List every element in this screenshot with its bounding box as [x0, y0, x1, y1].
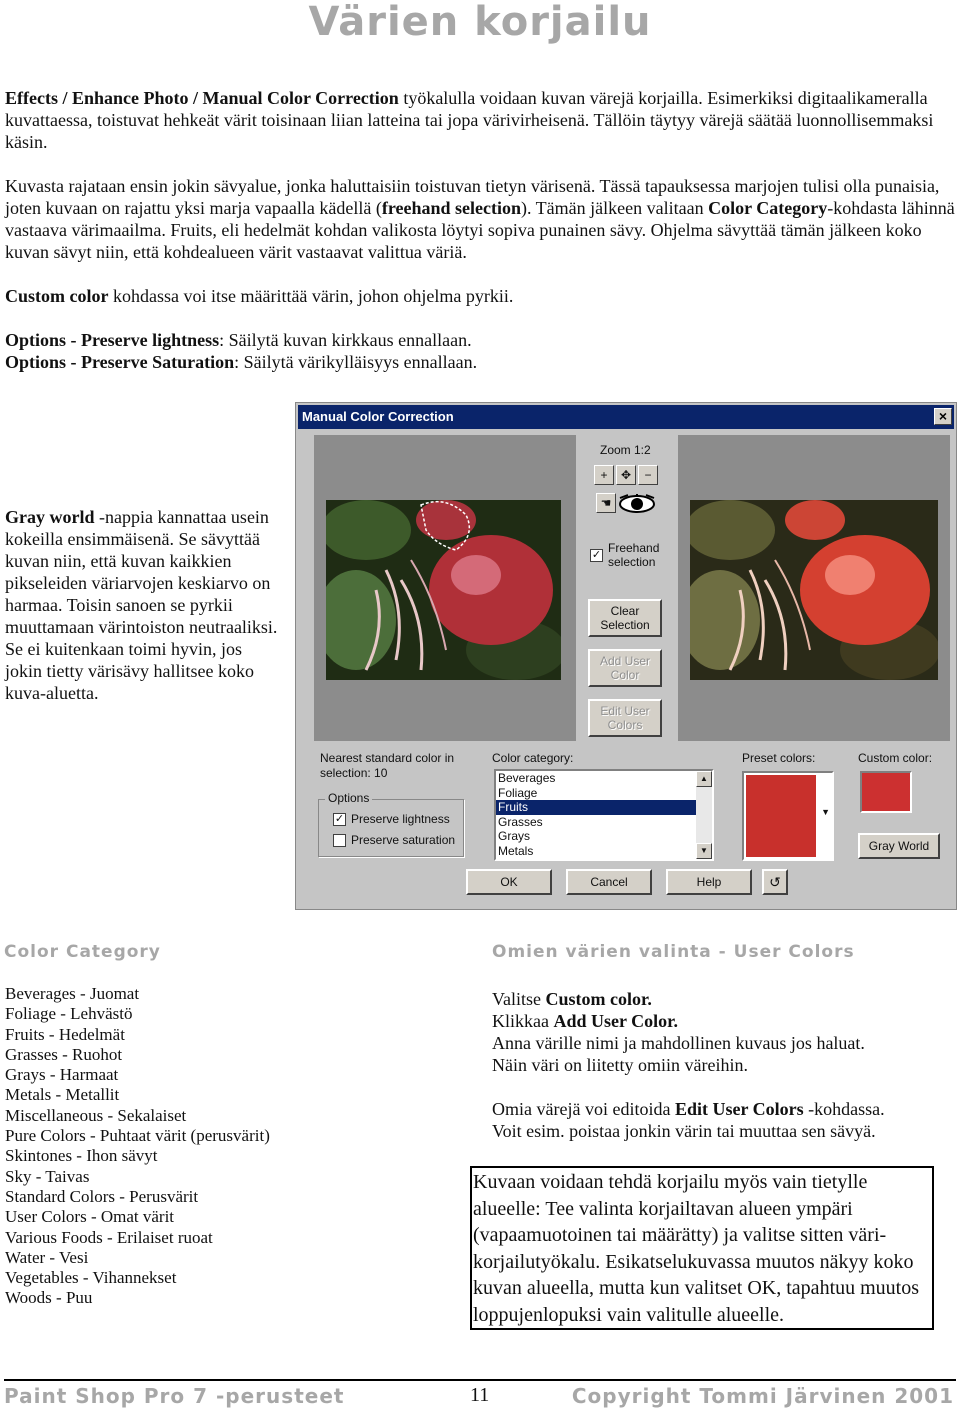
preset-colors-label: Preset colors: [742, 751, 816, 765]
user-colors-line-6: Voit esim. poistaa jonkin värin tai muuttaa sen sävyä. [492, 1121, 876, 1141]
scroll-down-icon[interactable]: ▼ [696, 843, 712, 859]
preview-area [314, 435, 576, 741]
color-category-item: Grays - Harmaat [5, 1065, 119, 1085]
user-colors-line-2: Klikkaa Add User Color. [492, 1011, 678, 1031]
freehand-selection-checkbox[interactable]: ✓ [591, 549, 602, 561]
category-label: Color category: [492, 751, 574, 765]
custom-color-swatch[interactable] [860, 771, 912, 813]
after-preview-image [690, 500, 938, 680]
dialog-title: Manual Color Correction [302, 409, 454, 424]
clear-selection-button[interactable]: Clear Selection [588, 599, 662, 637]
color-category-item: Beverages - Juomat [5, 984, 140, 1003]
eye-icon[interactable] [618, 493, 656, 515]
color-category-item: Miscellaneous - Sekalaiset [5, 1105, 187, 1125]
intro-paragraph-1: Effects / Enhance Photo / Manual Color Correction työkalulla voidaan kuvan värejä korjailla. Esimerkiksi digitaalikameralla kuvattaessa, toistuvat hehkeät värit toisinaan liian latteina tai jopa värivirheisenä. Tällöin täytyy värejä säätää luonnollisemmaksi käsin. [5, 88, 934, 152]
color-category-item: Vegetables - Vihannekset [5, 1268, 177, 1288]
user-colors-line-4: Näin väri on liitetty omiin väreihin. [492, 1055, 748, 1075]
options-group-label: Options [325, 791, 372, 805]
color-category-item: Sky - Taivas [5, 1166, 90, 1186]
boxed-note: Kuvaan voidaan tehdä korjailu myös vain tietylle alueelle: Tee valinta korjailtavan alueen ympäri (vapaamuotoinen tai määrätty) ja valitse sitten väri-korjailutyökalu. Esikatselukuvassa muutos näkyy koko kuvan alueella, mutta kun valitset OK, tapahtuu muutos loppujenlopuksi vain valitulle alueelle. [470, 1166, 934, 1330]
preset-color-swatch [746, 775, 816, 857]
color-category-item: Pure Colors - Puhtaat värit (perusvärit) [5, 1126, 270, 1146]
cancel-button[interactable]: Cancel [566, 869, 652, 895]
preserve-saturation-checkbox[interactable] [333, 834, 346, 847]
color-category-item: Metals - Metallit [5, 1085, 120, 1105]
color-category-heading: Color Category [4, 942, 161, 962]
category-list-item[interactable]: Grays [498, 829, 531, 843]
category-list-item[interactable]: Metals [498, 843, 534, 858]
footer-left: Paint Shop Pro 7 -perusteet [4, 1384, 345, 1408]
nearest-color-label: Nearest standard color in selection: 10 [320, 751, 455, 780]
user-colors-section [492, 988, 952, 1142]
intro-section [5, 87, 955, 373]
user-colors-line-5: Omia värejä voi editoida Edit User Colors -kohdassa. [492, 1099, 885, 1119]
zoom-label: Zoom 1:2 [600, 443, 651, 457]
color-category-item: Fruits - Hedelmät [5, 1024, 125, 1044]
close-button[interactable]: × [934, 408, 952, 425]
color-category-item: Various Foods - Erilaiset ruoat [5, 1227, 213, 1247]
color-category-item: User Colors - Omat värit [5, 1207, 175, 1227]
color-category-item: Woods - Puu [5, 1288, 93, 1308]
user-colors-line-1: Valitse Custom color. [492, 989, 652, 1009]
page-title: Värien korjailu [308, 0, 652, 45]
footer-rule [4, 1379, 956, 1381]
footer-page-number: 11 [470, 1384, 490, 1406]
manual-color-correction-dialog [295, 402, 957, 910]
color-category-item: Grasses - Ruohot [5, 1044, 123, 1064]
color-category-item: Foliage - Lehvästö [5, 1004, 133, 1024]
category-items [496, 771, 696, 858]
reset-icon[interactable]: ↺ [762, 869, 788, 895]
color-category-item: Standard Colors - Perusvärit [5, 1186, 199, 1206]
dialog-titlebar [298, 405, 954, 429]
before-preview-image [326, 500, 561, 680]
color-category-item: Skintones - Ihon sävyt [5, 1146, 158, 1166]
intro-paragraph-5: Options - Preserve Saturation: Säilytä värikylläisyys ennallaan. [5, 352, 478, 372]
category-list-item[interactable]: Foliage [498, 785, 538, 800]
footer-right: Copyright Tommi Järvinen 2001 [571, 1384, 954, 1408]
category-list-item[interactable]: Beverages [498, 771, 556, 785]
category-scrollbar[interactable] [696, 771, 712, 859]
preset-color-dropdown[interactable] [742, 771, 834, 861]
add-user-color-button[interactable]: Add User Color [588, 649, 662, 687]
user-colors-heading: Omien värien valinta - User Colors [492, 942, 855, 962]
grayworld-paragraph: Gray world -nappia kannattaa usein kokeilla ensimmäisenä. Se sävyttää kuvan niin, että kuvan kaikkien pikseleiden väriarvojen keskiarvo on harmaa. Toisin sanoen se pyrkii muuttamaan värintoiston neutraaliksi. Se ei kuitenkaan toimi hyvin, jos jokin tietty värisävy hallitsee koko kuva-aluetta. [5, 507, 278, 703]
intro-paragraph-4: Options - Preserve lightness: Säilytä kuvan kirkkaus ennallaan. [5, 330, 472, 350]
scroll-up-icon[interactable]: ▲ [696, 771, 712, 787]
user-colors-line-3: Anna värille nimi ja mahdollinen kuvaus jos haluat. [492, 1033, 865, 1053]
color-category-list[interactable] [494, 769, 714, 861]
intro-paragraph-3: Custom color kohdassa voi itse määrittää värin, johon ohjelma pyrkii. [5, 286, 514, 306]
preserve-saturation-label: Preserve saturation [351, 833, 456, 847]
dropdown-arrow-icon[interactable]: ▼ [821, 807, 830, 817]
zoom-fit-button[interactable]: ✥ [616, 465, 636, 485]
preserve-lightness-label: Preserve lightness [351, 812, 450, 826]
help-button[interactable]: Help [666, 869, 752, 895]
zoom-out-button[interactable]: − [638, 465, 658, 485]
ok-button[interactable]: OK [466, 869, 552, 895]
menu-path: Effects / Enhance Photo / Manual Color Correction [5, 88, 399, 108]
options-group [318, 791, 464, 857]
zoom-in-button[interactable]: + [594, 465, 614, 485]
after-preview-area [678, 435, 950, 741]
pan-hand-button[interactable]: ☚ [596, 493, 616, 513]
edit-user-colors-button[interactable]: Edit User Colors [588, 699, 662, 737]
color-category-item: Water - Vesi [5, 1247, 89, 1267]
color-category-translation-list [5, 984, 425, 1309]
custom-color-label: Custom color: [858, 751, 933, 765]
category-list-item[interactable]: Grasses [498, 814, 543, 829]
intro-paragraph-2: Kuvasta rajataan ensin jokin sävyalue, jonka haluttaisiin toistuvan tietyn värisenä. Tässä tapauksessa marjojen tulisi olla punaisia, joten kuvaan on rajattu yksi marja vapaalla kädellä (freehand selection). Tämän jälkeen valitaan Color Category-kohdasta lähinnä vastaava värimaailma. Fruits, eli hedelmät kohdan valikosta löytyi sopiva punainen sävy. Ohjelma sävyttää tämän jälkeen koko kuvan sävyt niin, että kohdealueen värit vastaavat valittua väriä. [5, 176, 955, 262]
category-list-item[interactable]: Fruits [496, 800, 696, 815]
preserve-lightness-checkbox[interactable]: ✓ [334, 813, 345, 825]
freehand-selection-label: Freehand selection [608, 541, 660, 569]
gray-world-button[interactable]: Gray World [858, 833, 940, 859]
